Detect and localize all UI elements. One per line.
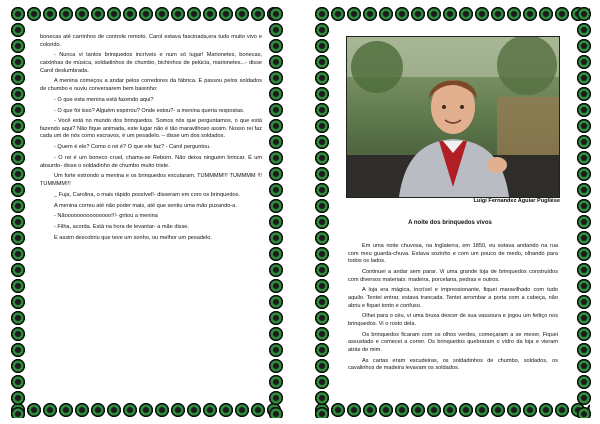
paragraph: - Você está no mundo dos brinquedos. Somos nós que perguntamos, o que está fazendo aqui? Não fique animada, este lugar não é tão maravilhoso assim. Nosso rei faz cada um de nós como escravos, é um pesadelo. – disse um dos soldados. xyxy=(40,118,262,140)
paragraph: E assim descobriu que teve um sonho, ou melhor um pesadelo. xyxy=(54,234,212,241)
border-right-decoration xyxy=(576,6,592,418)
paragraph: - Nunca vi tantos brinquedos incríveis e num só lugar! Marionetes, bonecas, caixinhas de música, soldadinhos de chumbo, bichinhos de pelúcia, marionetes...- disse Carol deslumbrada. xyxy=(40,52,262,74)
paragraph: - O que esta menina está fazendo aqui? xyxy=(54,96,154,103)
photo-caption: Luigi Fernandez Aguiar Puglièse xyxy=(473,198,560,204)
paragraph: Um forte estrondo a menina e os brinquedos escutaram. TUMMMM!!! TUMMMM !!! TUMMMM!!! xyxy=(40,173,262,187)
paragraph: - O que foi isso? Alguém espirrou? Onde estou?- a menina queria respostas. xyxy=(54,107,245,114)
paragraph: - Filha, acorda. Está na hora de levantar- a mãe disse. xyxy=(54,224,189,231)
paragraph: Continuei a andar sem parar. Vi uma grande loja de brinquedos construídos com diversos materiais: madeira, porcelana, pedras e outros. xyxy=(348,268,558,283)
author-photo xyxy=(346,36,560,198)
left-page-text xyxy=(40,34,262,246)
paragraph: A loja era mágica, incrível e impressionante, fiquei maravilhado com tudo aquilo. Tentei entrar, estava trancada. Tentei arrombar a porta com a cabeça, não abriu e fiquei tonto e confuso. xyxy=(348,287,558,309)
paragraph: bonecas até carrinhos de controle remoto. Carol estava fascinada,era tudo muito vivo e colorido. xyxy=(40,34,262,48)
boy-portrait-image xyxy=(347,37,559,197)
paragraph: A menina começou a andar pelos corredores da fábrica. E passou pelos soldados de chumbo e ouviu conversarem bem baixinho: xyxy=(40,78,262,92)
border-right-decoration xyxy=(268,6,284,418)
story-title: A noite dos brinquedos vivos xyxy=(408,220,492,226)
paragraph: A menina correu até não poder mais, até que sentiu uma mão puxando-a. xyxy=(54,202,237,209)
right-page xyxy=(300,0,600,424)
paragraph: - Quem é ele? Como o rei é? O que ele faz? - Carol perguntou. xyxy=(54,144,211,151)
paragraph: - O rei é um boneco cruel, chama-se Reborn. Não deixa ninguém brincar. É um absurdo- disse o soldadinho de chumbo muito triste. xyxy=(40,155,262,169)
paragraph: Em uma noite chuvosa, na Inglaterra, em 1850, eu estava andando na rua com meu guarda-chuva. Estava sozinho e com um pouco de medo, olhando para todos os lados. xyxy=(348,243,558,265)
border-bottom-decoration xyxy=(314,402,590,418)
paragraph: As cartas eram escudeiras, os soldadinhos de chumbo, soldados, os cavalinhos de madeira levavam os soldados. xyxy=(348,357,558,372)
paragraph: - Nãooooooooooooooo!!!- gritou a menina xyxy=(54,213,158,220)
border-top-decoration xyxy=(314,6,590,22)
border-bottom-decoration xyxy=(10,402,282,418)
right-page-text xyxy=(348,243,558,376)
paragraph: Olhei para o céu, vi uma bruxa descer de sua vassoura e jogou um feitiço nos brinquedos. Vi o rosto dela. xyxy=(348,313,558,327)
border-left-decoration xyxy=(314,6,330,418)
border-left-decoration xyxy=(10,6,26,418)
border-top-decoration xyxy=(10,6,282,22)
paragraph: _ Fuja, Carolina, o mais rápido possível!- disseram em coro os brinquedos. xyxy=(54,191,240,198)
paragraph: Os brinquedos ficaram com os olhos verdes, começaram a se mexer. Fiquei assustado e comecei a correr. Os brinquedos quebraram o vidro da loja e vieram atrás de mim. xyxy=(348,331,558,353)
